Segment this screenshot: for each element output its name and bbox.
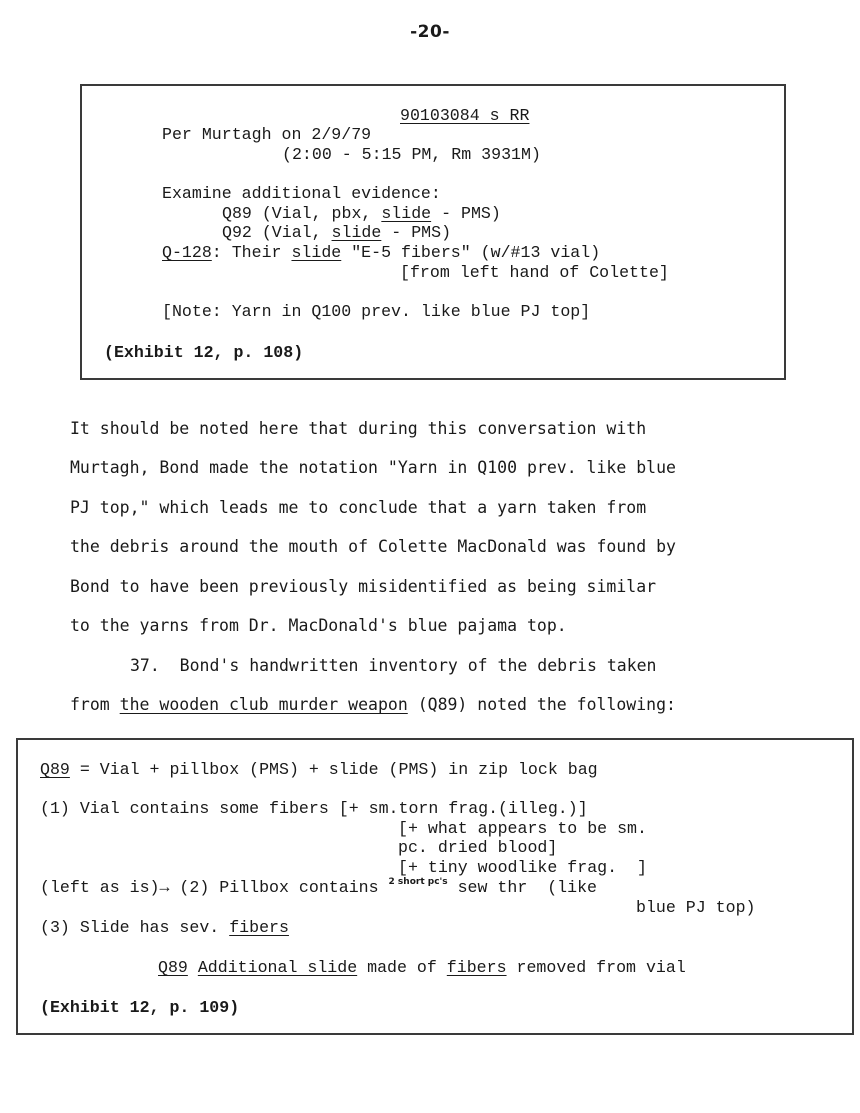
- paragraph-37-line: [70, 695, 676, 715]
- text: Q89: [158, 958, 188, 977]
- text: : Their: [211, 243, 292, 262]
- text: Additional slide: [197, 958, 358, 977]
- text: fibers: [446, 958, 507, 977]
- text: Q92 (Vial,: [222, 223, 332, 242]
- exhibit-109-line: [40, 760, 598, 780]
- text: from: [70, 695, 120, 714]
- exhibit-108-q128: [162, 243, 600, 263]
- text: = Vial + pillbox (PMS) + slide (PMS) in zip lock bag: [69, 760, 598, 779]
- text: fibers: [229, 918, 289, 937]
- exhibit-109-box: [16, 738, 854, 1035]
- superscript-note: 2 short pc's: [388, 877, 448, 887]
- exhibit-109-line: [40, 878, 597, 900]
- exhibit-108-line: Per Murtagh on 2/9/79: [162, 125, 372, 144]
- exhibit-109-line: [158, 958, 686, 978]
- text: removed from vial: [506, 958, 686, 977]
- text: slide: [291, 243, 342, 262]
- body-line: Bond to have been previously misidentified as being similar: [70, 577, 657, 596]
- paragraph-37-line: 37. Bond's handwritten inventory of the debris taken: [130, 656, 657, 675]
- text: Q89: [40, 760, 70, 779]
- text: the wooden club murder weapon: [119, 695, 408, 714]
- text: sew thr (like: [447, 878, 598, 897]
- exhibit-108-line: [from left hand of Colette]: [400, 263, 669, 282]
- body-line: the debris around the mouth of Colette MacDonald was found by: [70, 537, 676, 556]
- exhibit-109-citation: (Exhibit 12, p. 109): [40, 998, 240, 1017]
- body-line: It should be noted here that during this conversation with: [70, 419, 647, 438]
- exhibit-109-line: (1) Vial contains some fibers [+ sm.torn frag.(illeg.)]: [40, 799, 588, 818]
- exhibit-109-line: blue PJ top): [636, 898, 756, 917]
- exhibit-108-citation: (Exhibit 12, p. 108): [104, 343, 304, 362]
- file-number: 90103084 s RR: [400, 106, 530, 125]
- text: Q-128: [162, 243, 212, 262]
- body-line: Murtagh, Bond made the notation "Yarn in Q100 prev. like blue: [70, 458, 676, 477]
- exhibit-108-q89: [222, 204, 501, 224]
- exhibit-108-box: [80, 84, 786, 380]
- exhibit-109-line: [40, 918, 289, 938]
- text: - PMS): [431, 204, 501, 223]
- text: - PMS): [381, 223, 452, 242]
- exhibit-108-q92: [222, 223, 451, 243]
- text: (Q89) noted the following:: [407, 695, 676, 714]
- text: (left as is)→ (2) Pillbox contains: [40, 878, 389, 897]
- exhibit-109-line: pc. dried blood]: [398, 838, 558, 857]
- page-number: -20-: [410, 22, 450, 42]
- exhibit-108-note: [Note: Yarn in Q100 prev. like blue PJ top]: [162, 302, 591, 321]
- body-line: PJ top," which leads me to conclude that a yarn taken from: [70, 498, 647, 517]
- text: "E-5 fibers" (w/#13 vial): [341, 243, 601, 262]
- exhibit-109-line: [+ what appears to be sm.: [398, 819, 647, 838]
- text: (3) Slide has sev.: [40, 918, 230, 937]
- text: made of: [357, 958, 447, 977]
- exhibit-109-line: [+ tiny woodlike frag. ]: [398, 858, 647, 877]
- text: Q89 (Vial, pbx,: [222, 204, 382, 223]
- exhibit-108-line: Examine additional evidence:: [162, 184, 441, 203]
- text: slide: [331, 223, 382, 242]
- text: slide: [381, 204, 432, 223]
- body-line: to the yarns from Dr. MacDonald's blue pajama top.: [70, 616, 567, 635]
- exhibit-108-line: (2:00 - 5:15 PM, Rm 3931M): [282, 145, 541, 164]
